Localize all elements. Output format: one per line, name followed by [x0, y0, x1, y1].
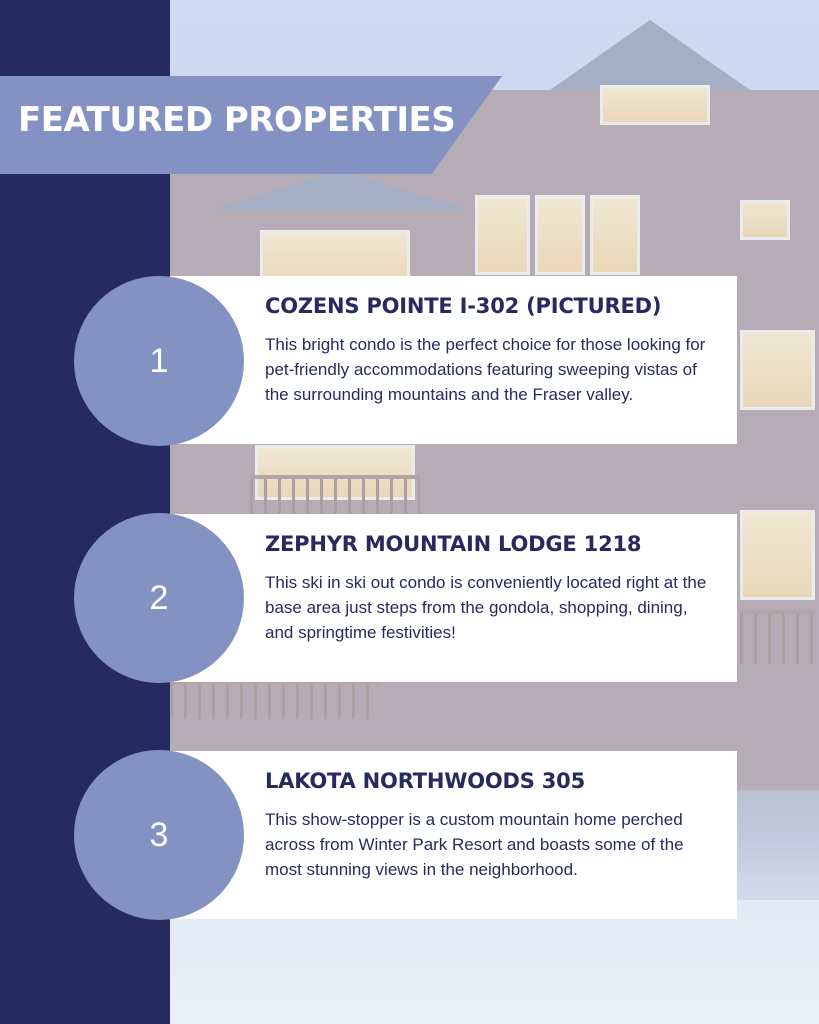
property-number-badge: 3: [74, 750, 244, 920]
property-card-1: [170, 276, 737, 444]
property-description: This ski in ski out condo is conveniently located right at the base area just steps from the gondola, shopping, dining, and springtime festivities!: [265, 573, 707, 642]
property-card-2: [170, 514, 737, 682]
property-description: This show-stopper is a custom mountain home perched across from Winter Park Resort and boasts some of the most stunning views in the neighborhood.: [265, 810, 684, 879]
property-number-badge: 2: [74, 513, 244, 683]
property-number-badge: 1: [74, 276, 244, 446]
property-card-3: [170, 751, 737, 919]
property-title: COZENS POINTE I-302 (PICTURED): [265, 294, 662, 318]
property-description: This bright condo is the perfect choice for those looking for pet-friendly accommodations featuring sweeping vistas of the surrounding mountains and the Fraser valley.: [265, 335, 706, 404]
property-title: ZEPHYR MOUNTAIN LODGE 1218: [265, 532, 642, 556]
property-title: LAKOTA NORTHWOODS 305: [265, 769, 585, 793]
page-title: FEATURED PROPERTIES: [18, 100, 456, 140]
